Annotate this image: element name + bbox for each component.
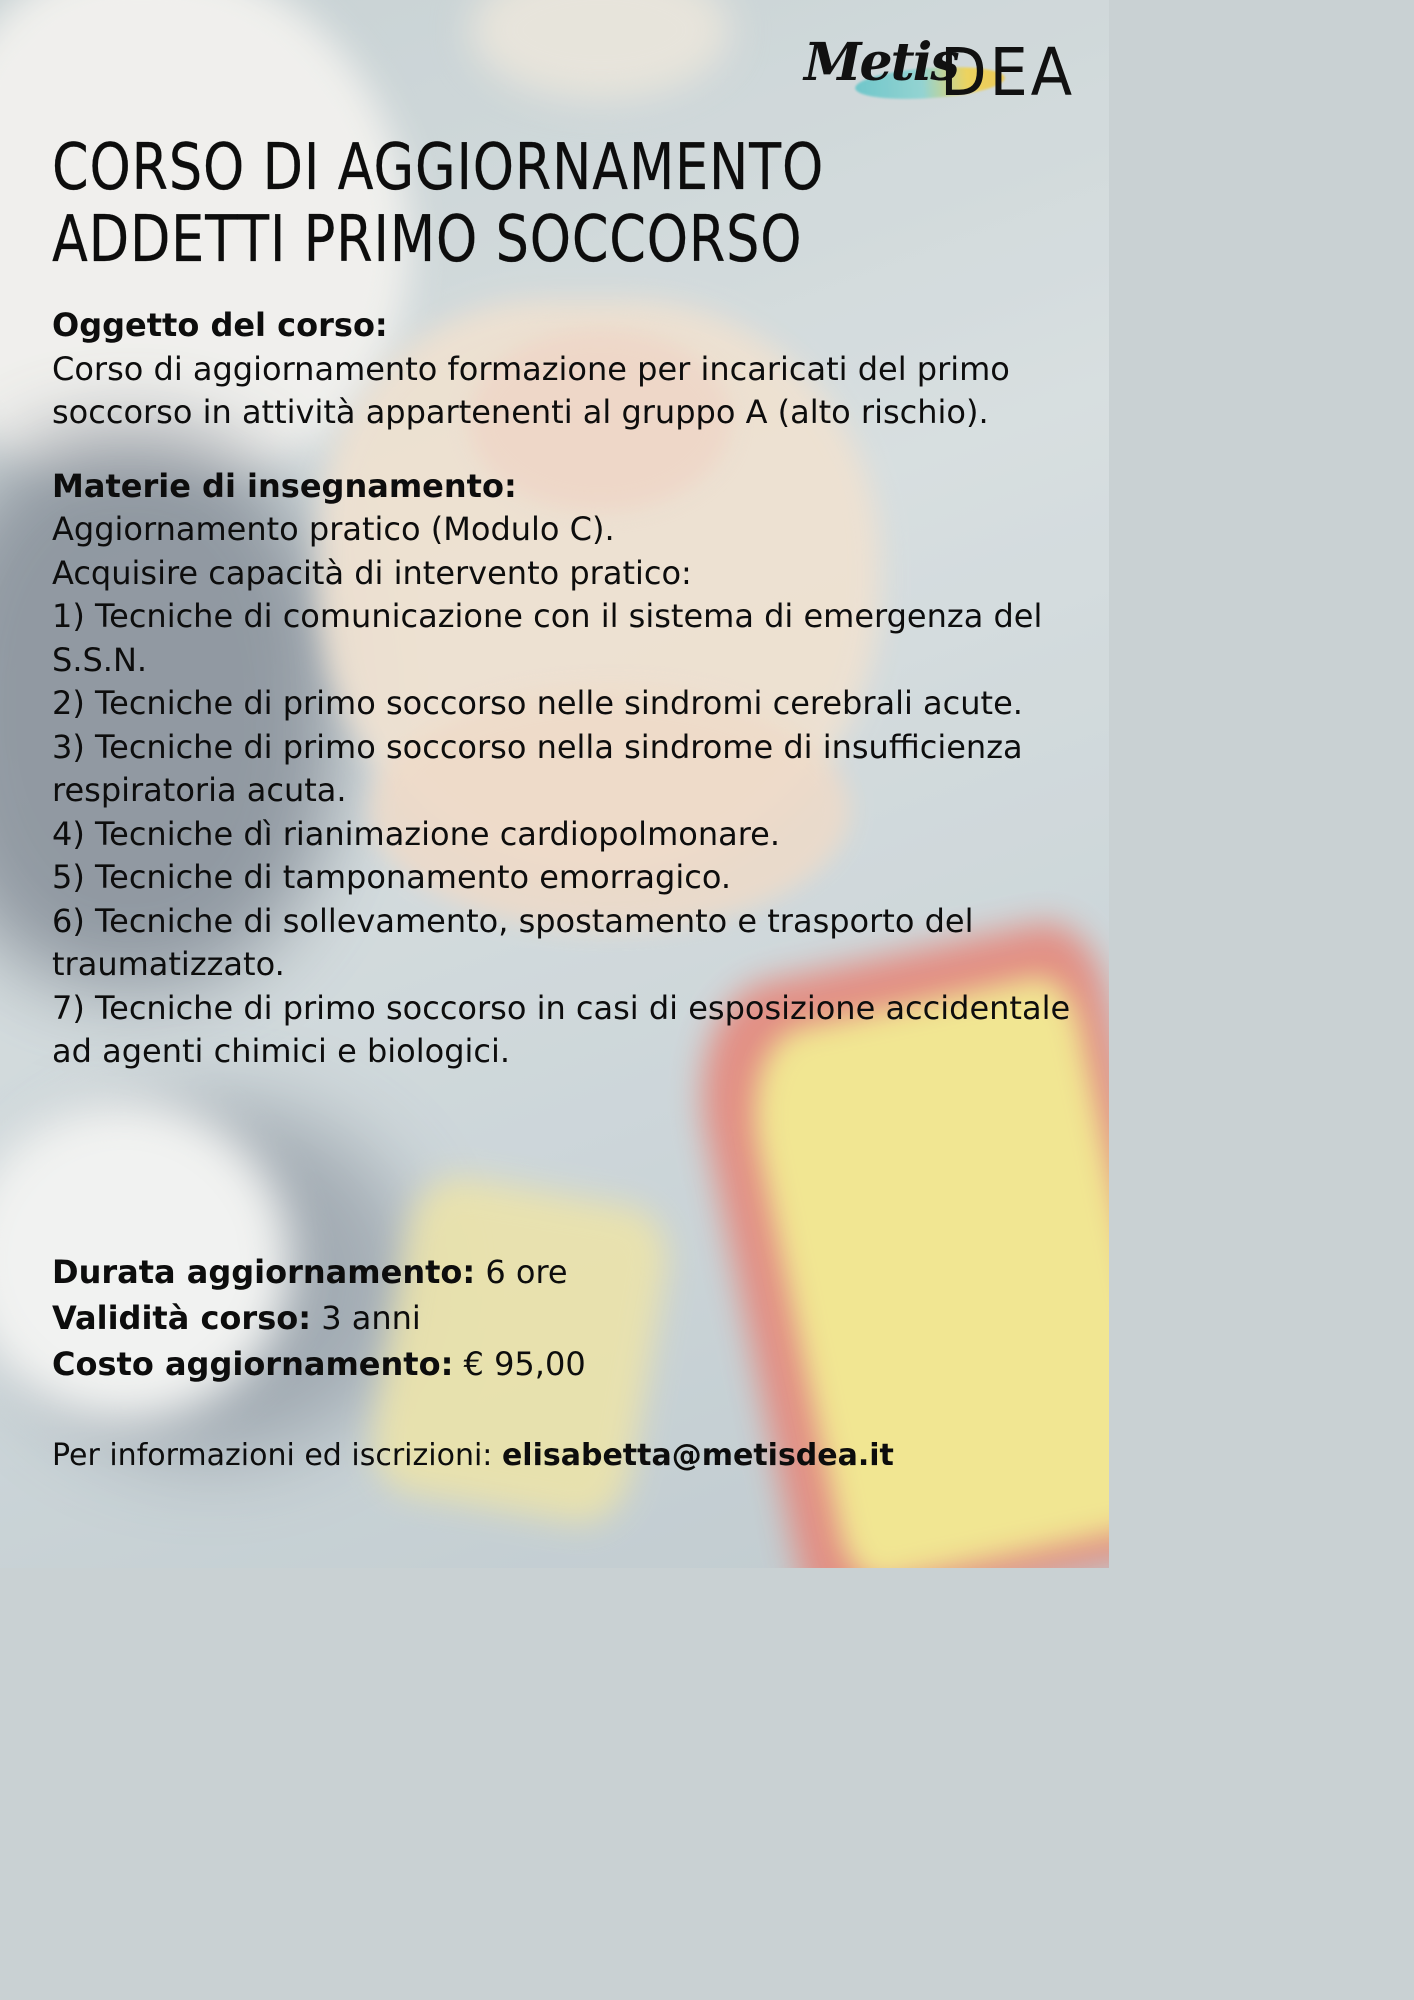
validita-value: 3 anni: [321, 1299, 421, 1337]
title-line-2: ADDETTI PRIMO SOCCORSO: [52, 203, 803, 277]
oggetto-heading: Oggetto del corso:: [52, 306, 388, 344]
materie-list-item: 6) Tecniche di sollevamento, spostamento e trasporto del traumatizzato.: [52, 901, 974, 983]
contact-label: Per informazioni ed iscrizioni:: [52, 1438, 493, 1473]
title-line-1: CORSO DI AGGIORNAMENTO: [52, 131, 825, 205]
materie-list-item: 4) Tecniche dì rianimazione cardiopolmonare.: [52, 814, 781, 853]
materie-list-item: 3) Tecniche di primo soccorso nella sindrome di insufficienza respiratoria acuta.: [52, 727, 1023, 809]
contact-line: [52, 1438, 894, 1473]
validita-label: Validità corso:: [52, 1299, 312, 1337]
materie-list-item: 1) Tecniche di comunicazione con il sistema di emergenza del S.S.N.: [52, 597, 1043, 679]
durata-value: 6 ore: [485, 1253, 568, 1291]
materie-section: [52, 465, 1082, 1074]
metisdea-logo: [800, 30, 1090, 110]
materie-heading: Materie di insegnamento:: [52, 466, 517, 505]
materie-list-item: 7) Tecniche di primo soccorso in casi di esposizione accidentale ad agenti chimici e biologici.: [52, 988, 1071, 1070]
oggetto-text: Corso di aggiornamento formazione per incaricati del primo soccorso in attività appartenenti al gruppo A (alto rischio).: [52, 349, 1010, 431]
course-details: [52, 1249, 586, 1387]
durata-row: [52, 1249, 586, 1295]
costo-value: € 95,00: [463, 1345, 586, 1383]
materie-list-item: 5) Tecniche di tamponamento emorragico.: [52, 858, 732, 896]
costo-label: Costo aggiornamento:: [52, 1345, 454, 1383]
page-title: [52, 132, 1036, 276]
materie-list-item: 2) Tecniche di primo soccorso nelle sindromi cerebrali acute.: [52, 684, 1023, 722]
costo-row: [52, 1341, 586, 1387]
materie-line: Acquisire capacità di intervento pratico:: [52, 553, 692, 592]
materie-line: Aggiornamento pratico (Modulo C).: [52, 510, 615, 548]
main-content: [52, 132, 1082, 1074]
oggetto-section: [52, 304, 1082, 435]
logo-metis: Metis: [804, 32, 958, 93]
validita-row: [52, 1295, 586, 1341]
contact-email[interactable]: elisabetta@metisdea.it: [501, 1438, 894, 1473]
logo-dea: DEA: [940, 34, 1075, 111]
durata-label: Durata aggiornamento:: [52, 1253, 476, 1291]
